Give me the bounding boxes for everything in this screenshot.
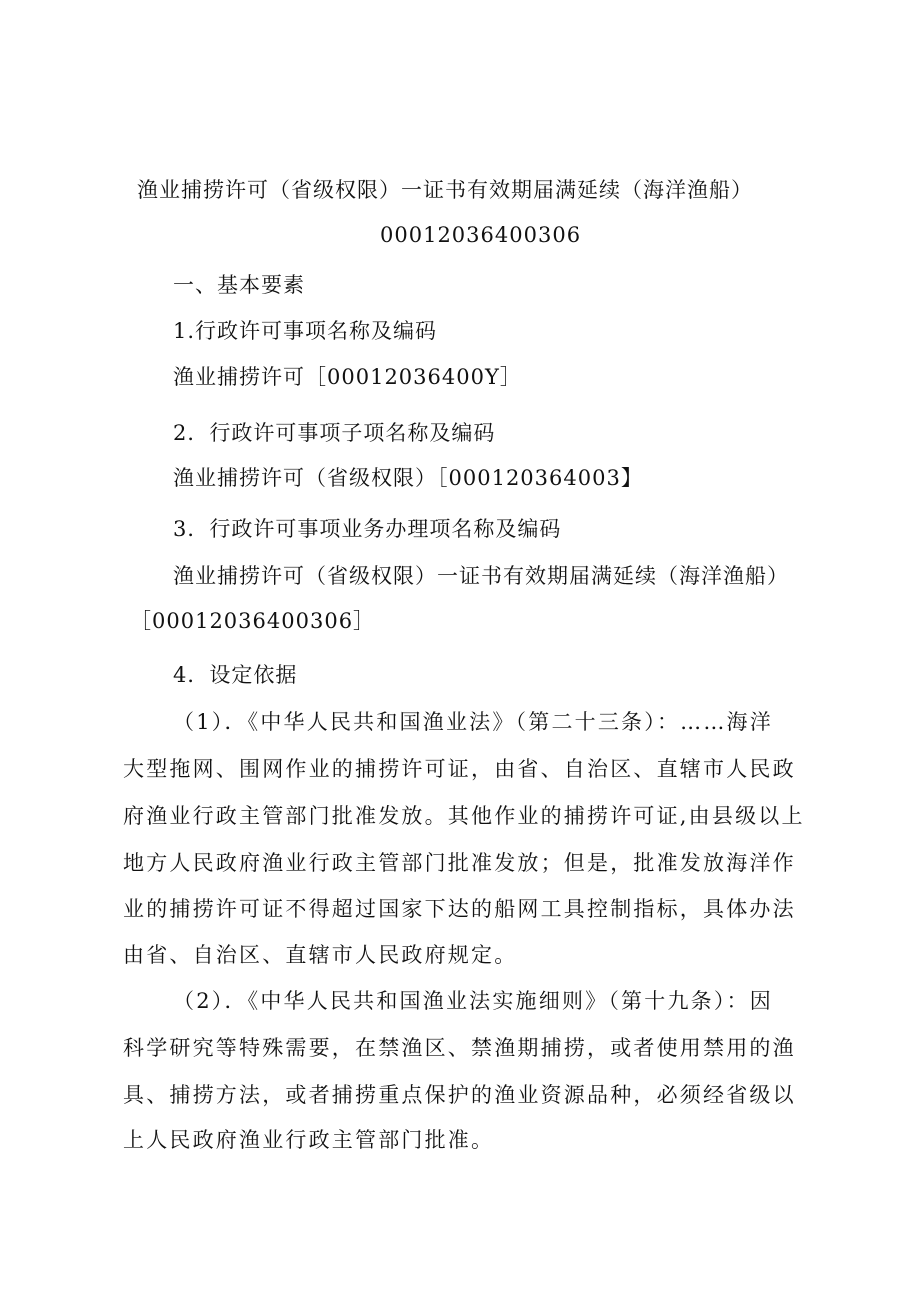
item4-heading: 4．设定依据 — [173, 663, 298, 687]
basis1-line: 地方人民政府渔业行政主管部门批准发放；但是，批准发放海洋作 — [123, 851, 796, 875]
basis2-line: 具、捕捞方法，或者捕捞重点保护的渔业资源品种，必须经省级以 — [123, 1083, 796, 1107]
item2-heading: 2．行政许可事项子项名称及编码 — [173, 421, 496, 445]
item3-heading: 3．行政许可事项业务办理项名称及编码 — [173, 517, 562, 541]
document-title: 渔业捕捞许可（省级权限）一证书有效期届满延续（海洋渔船） — [137, 178, 753, 202]
item3-content-line2: ［00012036400306］ — [130, 609, 376, 633]
basis1-line: 业的捕捞许可证不得超过国家下达的船网工具控制指标，具体办法 — [123, 897, 796, 921]
item3-content-line1: 渔业捕捞许可（省级权限）一证书有效期届满延续（海洋渔船） — [173, 564, 789, 588]
section-heading: 一、基本要素 — [173, 273, 305, 297]
basis1-line: 由省、自治区、直辖市人民政府规定。 — [123, 943, 518, 967]
basis1-line: （1）．《中华人民共和国渔业法》（第二十三条）：……海洋 — [173, 710, 773, 734]
basis2-line: 科学研究等特殊需要，在禁渔区、禁渔期捕捞，或者使用禁用的渔 — [123, 1036, 796, 1060]
document-code: 00012036400306 — [380, 223, 582, 247]
basis1-line: 大型拖网、围网作业的捕捞许可证，由省、自治区、直辖市人民政 — [123, 757, 796, 781]
basis2-line: （2）．《中华人民共和国渔业法实施细则》（第十九条）：因 — [173, 989, 773, 1013]
item2-content: 渔业捕捞许可（省级权限）［000120364003】 — [173, 466, 643, 490]
item1-content: 渔业捕捞许可［00012036400Y］ — [173, 365, 522, 389]
basis2-line: 上人民政府渔业行政主管部门批准。 — [123, 1128, 495, 1152]
item1-heading: 1.行政许可事项名称及编码 — [173, 319, 438, 343]
basis1-line: 府渔业行政主管部门批准发放。其他作业的捕捞许可证,由县级以上 — [123, 804, 805, 828]
